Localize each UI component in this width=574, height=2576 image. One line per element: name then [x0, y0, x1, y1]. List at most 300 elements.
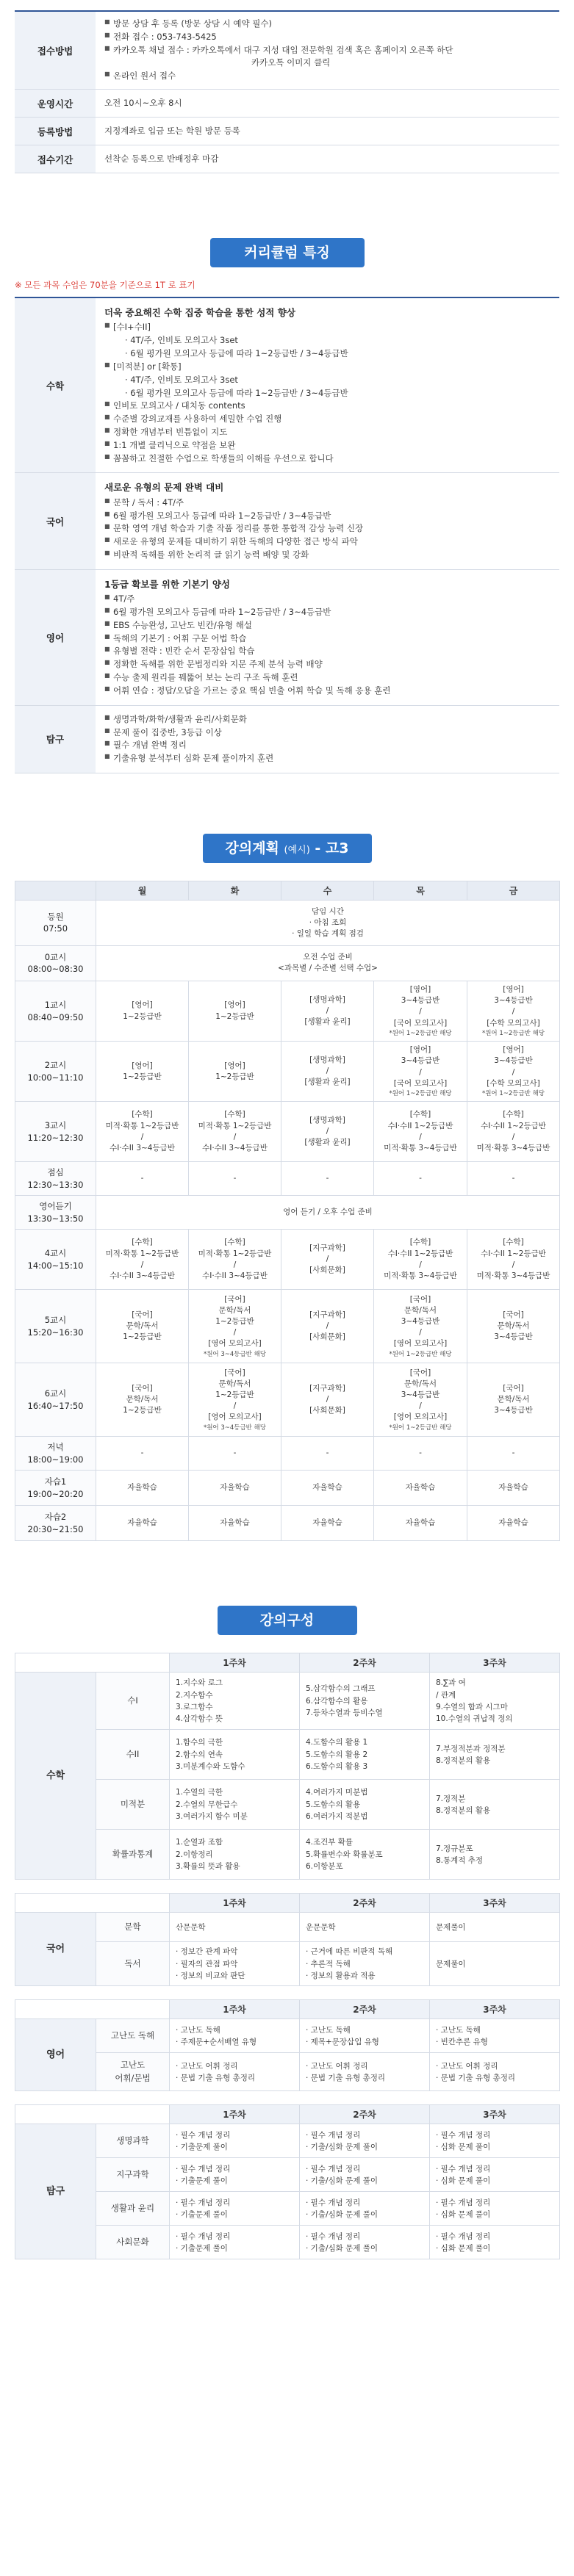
composition-cell — [170, 2019, 300, 2053]
period-cell-line: *원어 1~2등급반 해당 — [389, 1090, 452, 1097]
composition-cell — [430, 2158, 560, 2192]
composition-subject: 수학 — [15, 1673, 96, 1880]
feature-item: ■ 비판적 독해를 위한 논리적 글 읽기 능력 배양 및 강화 — [104, 549, 550, 562]
period-cell — [96, 1042, 189, 1102]
period-cell-line: [영어] — [132, 1000, 153, 1010]
composition-unit — [96, 2124, 170, 2158]
week-header: 3주차 — [430, 1653, 560, 1673]
period-cell-line: 3~4등급반 — [494, 1056, 533, 1066]
period-cell-line: [생활과 윤리] — [304, 1017, 351, 1027]
composition-cell-line: · 정보의 활용과 적용 — [306, 1971, 376, 1980]
composition-cell-line: 6.도함수의 활용 3 — [306, 1761, 368, 1771]
composition-table — [15, 1999, 560, 2091]
timetable-row — [15, 1506, 560, 1541]
period-cell-line: 자율학습 — [220, 1483, 250, 1493]
timetable-row — [15, 1471, 560, 1506]
period-time-line: 6교시 — [44, 1388, 67, 1399]
week-header: 3주차 — [430, 1894, 560, 1913]
feature-item: ■ 수준별 강의교재를 사용하여 세밀한 수업 진행 — [104, 413, 550, 426]
period-cell-line: / — [419, 1260, 422, 1269]
composition-subject: 영어 — [15, 2019, 96, 2091]
composition-unit-line: 지구과학 — [116, 2168, 149, 2179]
composition-cell — [170, 2226, 300, 2259]
composition-unit-line: 미적분 — [120, 1798, 146, 1809]
info-label: 운영시간 — [15, 90, 96, 118]
composition-cell-line: 8.∑과 여 — [436, 1678, 466, 1688]
period-cell-line: - — [326, 1448, 329, 1458]
period-cell — [467, 1102, 560, 1162]
composition-table — [15, 1653, 560, 1880]
composition-cell-line: / 관계 — [436, 1690, 456, 1700]
period-time-line: 08:00~08:30 — [27, 964, 84, 975]
period-cell — [96, 1363, 189, 1437]
period-cell — [281, 1506, 374, 1541]
feature-label: 수학 — [15, 297, 96, 473]
period-cell-line: 수I·수II 3~4등급반 — [202, 1271, 268, 1281]
composition-cell-line: · 기출문제 풀이 — [176, 2176, 228, 2185]
feature-heading: 1등급 확보를 위한 기본기 양성 — [104, 578, 231, 590]
period-cell — [467, 1042, 560, 1102]
period-time — [15, 1042, 96, 1102]
composition-cell — [430, 1913, 560, 1942]
period-cell-line: / — [512, 1260, 515, 1269]
period-time — [15, 1363, 96, 1437]
composition-cell-line: 8.정적분의 활용 — [436, 1805, 491, 1815]
composition-cell-line: · 필수 개념 정리 — [176, 2164, 231, 2173]
period-cell-line: / — [326, 1395, 329, 1404]
week-header: 2주차 — [300, 2000, 430, 2019]
period-cell — [189, 1102, 281, 1162]
week-header: 3주차 — [430, 2105, 560, 2124]
composition-cell — [300, 1730, 430, 1780]
info-line: 카카오톡 이미지 클릭 — [251, 57, 331, 68]
timetable-title-main: 강의계획 — [225, 840, 279, 856]
period-time-line: 자습2 — [44, 1512, 67, 1523]
composition-cell-line: 운문문학 — [306, 1922, 336, 1932]
timetable-title — [203, 834, 372, 863]
feature-item: · 4T/주, 인비토 모의고사 3set — [125, 335, 238, 346]
composition-cell-line: · 필수 개념 정리 — [176, 2130, 231, 2140]
period-cell-line: 1~2등급반 — [123, 1332, 162, 1342]
week-header: 1주차 — [170, 1894, 300, 1913]
composition-cell — [430, 2226, 560, 2259]
feature-content — [96, 569, 559, 705]
composition-row — [15, 1942, 560, 1986]
composition-cell — [430, 2019, 560, 2053]
period-cell-line: *원어 1~2등급반 해당 — [481, 1029, 545, 1037]
composition-cell-line: 5.도함수의 활용 2 — [306, 1750, 368, 1759]
period-cell-line: [사회문화] — [309, 1406, 345, 1415]
composition-cell-line: 2.지수함수 — [176, 1690, 213, 1700]
period-time — [15, 900, 96, 945]
info-line: ■ 전화 접수 : 053-743-5425 — [104, 31, 550, 44]
composition-cell — [300, 2124, 430, 2158]
info-line: ■ 온라인 원서 접수 — [104, 70, 550, 83]
composition-cell-line: 8.정적분의 활용 — [436, 1756, 491, 1765]
period-cell — [281, 1042, 374, 1102]
timetable-corner — [15, 881, 96, 900]
feature-item: ■ [수I+수II] — [104, 321, 550, 334]
period-time-line: 5교시 — [44, 1315, 67, 1326]
composition-cell — [300, 1942, 430, 1986]
week-header: 2주차 — [300, 1894, 430, 1913]
composition-unit-line: 어휘/문법 — [115, 2072, 151, 2083]
composition-cell-line: 산문문학 — [176, 1922, 206, 1932]
composition-cell — [170, 1913, 300, 1942]
period-cell — [467, 1437, 560, 1471]
period-cell — [374, 1102, 467, 1162]
feature-item: ■ 새로운 유형의 문제를 대비하기 위한 독해의 다양한 접근 방식 파악 — [104, 535, 550, 549]
period-cell-line: 문학/독서 — [126, 1395, 159, 1404]
period-cell-line: [생명과학] — [309, 995, 345, 1004]
period-cell — [467, 1290, 560, 1363]
composition-cell — [430, 2192, 560, 2226]
period-cell-line: / — [326, 1255, 329, 1264]
composition-table — [15, 1893, 560, 1986]
period-cell — [189, 1363, 281, 1437]
period-time-line: 저녁 — [47, 1442, 64, 1453]
period-cell-line: [영어] — [224, 1061, 245, 1070]
composition-cell — [300, 2053, 430, 2091]
period-cell-line: 1~2등급반 — [123, 1072, 162, 1081]
period-span-line: 담임 시간 — [312, 906, 344, 916]
composition-corner — [15, 1894, 170, 1913]
composition-cell-line: · 필수 개념 정리 — [176, 2232, 231, 2241]
composition-cell-line: 문제풀이 — [436, 1922, 466, 1932]
period-cell-line: [수학 모의고사] — [487, 1078, 540, 1088]
composition-cell-line: 6.삼각함수의 활용 — [306, 1696, 368, 1706]
period-cell — [96, 1162, 189, 1196]
period-cell-line: 자율학습 — [312, 1483, 342, 1493]
period-time — [15, 945, 96, 981]
composition-unit — [96, 1780, 170, 1830]
composition-corner — [15, 2105, 170, 2124]
period-cell-line: 문학/독서 — [403, 1305, 437, 1315]
period-cell-line: - — [512, 1448, 515, 1458]
period-time — [15, 1290, 96, 1363]
composition-cell — [300, 1673, 430, 1730]
period-cell-line: [수학] — [132, 1110, 153, 1119]
period-cell-line: [영어] — [503, 1045, 524, 1055]
period-cell — [189, 1162, 281, 1196]
info-label: 접수기간 — [15, 145, 96, 173]
period-cell-line: 3~4등급반 — [401, 1056, 440, 1066]
period-cell-line: - — [140, 1174, 144, 1183]
period-cell-line: 문학/독서 — [218, 1379, 251, 1388]
composition-cell-line: · 심화 문제 풀이 — [436, 2142, 491, 2151]
period-cell-line: 미적·확통 1~2등급반 — [105, 1249, 179, 1258]
period-cell — [467, 1162, 560, 1196]
period-cell-line: 수I·수II 1~2등급반 — [387, 1249, 453, 1258]
info-value: 지정계좌로 입금 또는 학원 방문 등록 — [96, 118, 559, 145]
period-time-line: 19:00~20:20 — [27, 1488, 84, 1499]
period-cell-line: 미적·확통 3~4등급반 — [476, 1271, 550, 1281]
features-table — [15, 297, 559, 773]
info-label: 접수방법 — [15, 11, 96, 90]
feature-item: ■ 1:1 개별 클리닉으로 약점을 보완 — [104, 439, 550, 452]
period-cell — [281, 1290, 374, 1363]
composition-cell-line: · 문법 기출 유형 총정리 — [306, 2073, 385, 2082]
feature-item: ■ EBS 수능완성, 고난도 빈칸/유형 해설 — [104, 619, 550, 632]
composition-row — [15, 1830, 560, 1880]
composition-unit — [96, 1913, 170, 1942]
composition-cell-line: 7.부정적분과 정적분 — [436, 1744, 506, 1753]
period-cell — [374, 1506, 467, 1541]
composition-cell — [300, 2192, 430, 2226]
period-cell — [467, 1363, 560, 1437]
composition-cell-line: · 기출문제 풀이 — [176, 2209, 228, 2219]
composition-cell-line: 10.수열의 귀납적 정의 — [436, 1714, 513, 1724]
feature-item: ■ 생명과학/화학/생활과 윤리/사회문화 — [104, 713, 550, 726]
composition-cell-line: 2.이항정리 — [176, 1850, 213, 1859]
composition-cell-line: 3.미분계수와 도함수 — [176, 1761, 245, 1771]
period-cell-line: [국어] — [224, 1368, 245, 1377]
composition-row — [15, 2226, 560, 2259]
period-cell-line: [생명과학] — [309, 1115, 345, 1125]
info-row — [15, 11, 559, 90]
period-cell-line: - — [233, 1174, 237, 1183]
composition-cell — [300, 2019, 430, 2053]
composition-cell-line: · 필수 개념 정리 — [306, 2232, 361, 2241]
composition-cell — [430, 1780, 560, 1830]
feature-content — [96, 297, 559, 473]
period-cell-line: [지구과학] — [309, 1243, 345, 1252]
week-header: 3주차 — [430, 2000, 560, 2019]
period-cell-line: 수I·수II 1~2등급반 — [481, 1249, 546, 1258]
period-cell — [374, 981, 467, 1041]
period-cell — [281, 981, 374, 1041]
period-cell-line: [수학] — [132, 1238, 153, 1247]
feature-item: · 4T/주, 인비토 모의고사 3set — [125, 374, 238, 385]
period-span — [96, 945, 560, 981]
period-cell-line: 미적·확통 1~2등급반 — [198, 1121, 272, 1130]
period-time-line: 등원 — [47, 911, 64, 922]
composition-row — [15, 1730, 560, 1780]
composition-cell — [170, 1830, 300, 1880]
period-cell — [467, 1506, 560, 1541]
composition-unit-line: 독서 — [124, 1958, 141, 1969]
period-cell-line: [지구과학] — [309, 1383, 345, 1393]
timetable-row — [15, 900, 560, 945]
period-cell-line: 자율학습 — [498, 1518, 528, 1528]
timetable-title-suffix: - 고3 — [315, 840, 349, 856]
feature-item: ■ 정확한 개념부터 빈틈없이 지도 — [104, 426, 550, 439]
feature-item: ■ 수능 출제 원리를 꿰뚫어 보는 논리 구조 독해 훈련 — [104, 671, 550, 685]
period-time-line: 1교시 — [44, 999, 67, 1010]
composition-cell-line: 5.도함수의 활용 — [306, 1800, 361, 1809]
composition-cell-line: 9.수열의 합과 시그마 — [436, 1702, 508, 1711]
feature-item: ■ 문제 풀이 집중반, 3등급 이상 — [104, 726, 550, 740]
composition-cell — [430, 1673, 560, 1730]
composition-unit — [96, 1673, 170, 1730]
period-cell-line: 자율학습 — [220, 1518, 250, 1528]
composition-cell — [170, 1942, 300, 1986]
composition-cell-line: · 문법 기출 유형 총정리 — [436, 2073, 515, 2082]
composition-cell-line: · 필수 개념 정리 — [436, 2232, 491, 2241]
composition-cell-line: · 문법 기출 유형 총정리 — [176, 2073, 255, 2082]
period-cell-line: / — [419, 1328, 422, 1338]
period-time-line: 16:40~17:50 — [27, 1400, 84, 1411]
timetable-row — [15, 1230, 560, 1290]
period-cell-line: 자율학습 — [127, 1518, 157, 1528]
composition-unit-line: 문학 — [124, 1921, 141, 1932]
period-cell-line: 3~4등급반 — [401, 996, 440, 1006]
period-cell-line: / — [140, 1260, 144, 1269]
period-cell-line: / — [512, 1132, 515, 1141]
info-line: ■ 방문 상담 후 등록 (방문 상담 시 예약 필수) — [104, 18, 550, 31]
feature-item: ■ 인비토 모의고사 / 대치동 contents — [104, 400, 550, 413]
period-cell-line: [사회문화] — [309, 1332, 345, 1342]
period-cell — [281, 1102, 374, 1162]
period-cell-line: - — [419, 1174, 422, 1183]
composition-cell — [430, 1830, 560, 1880]
period-cell-line: [영어 모의고사] — [393, 1413, 448, 1422]
timetable-title-small: (예시) — [284, 844, 310, 856]
period-time — [15, 981, 96, 1041]
feature-heading: 새로운 유형의 문제 완벽 대비 — [104, 482, 224, 494]
feature-item: · 6월 평가원 모의고사 등급에 따라 1~2등급반 / 3~4등급반 — [125, 387, 348, 398]
period-cell-line: [영어 모의고사] — [393, 1339, 448, 1349]
composition-cell-line: · 기출/심화 문제 풀이 — [306, 2209, 379, 2219]
feature-item: ■ 6월 평가원 모의고사 등급에 따라 1~2등급반 / 3~4등급반 — [104, 510, 550, 523]
composition-tables — [15, 1653, 559, 2259]
period-cell — [374, 1162, 467, 1196]
period-cell-line: [수학 모의고사] — [487, 1018, 540, 1028]
composition-cell-line: 5.확률변수와 확률분포 — [306, 1850, 383, 1859]
period-cell-line: [수학] — [224, 1110, 245, 1119]
period-cell-line: [수학] — [224, 1238, 245, 1247]
period-cell-line: / — [140, 1132, 144, 1141]
period-cell — [281, 1162, 374, 1196]
period-cell-line: [지구과학] — [309, 1310, 345, 1319]
composition-cell-line: 3.로그함수 — [176, 1702, 213, 1711]
period-cell-line: 문학/독서 — [497, 1395, 530, 1404]
composition-header — [15, 1653, 560, 1673]
feature-item: ■ 유형별 전략 : 빈칸 순서 문장삽입 학습 — [104, 645, 550, 658]
timetable-row — [15, 1363, 560, 1437]
period-time-line: 10:00~11:10 — [27, 1072, 84, 1083]
info-row — [15, 145, 559, 173]
period-cell-line: [국어] — [409, 1294, 431, 1304]
composition-cell-line: 1.함수의 극한 — [176, 1738, 223, 1747]
composition-row — [15, 1673, 560, 1730]
period-time — [15, 1471, 96, 1506]
composition-header — [15, 2000, 560, 2019]
composition-cell-line: · 필수 개념 정리 — [306, 2130, 361, 2140]
composition-cell-line: · 고난도 어휘 정리 — [176, 2061, 238, 2071]
period-cell-line: - — [512, 1174, 515, 1183]
period-cell-line: / — [326, 1321, 329, 1331]
period-cell-line: 수I·수II 3~4등급반 — [110, 1271, 175, 1281]
composition-subject: 국어 — [15, 1913, 96, 1986]
period-span-line: · 아침 조회 — [309, 917, 347, 927]
period-cell-line: - — [419, 1448, 422, 1458]
composition-corner — [15, 2000, 170, 2019]
composition-cell-line: 7.정규분포 — [436, 1844, 473, 1853]
period-cell — [189, 1471, 281, 1506]
composition-cell-line: · 주제문+순서배열 유형 — [176, 2037, 257, 2046]
composition-cell-line: · 심화 문제 풀이 — [436, 2176, 491, 2185]
period-cell — [96, 1506, 189, 1541]
period-time-line: 영어듣기 — [39, 1201, 72, 1212]
period-cell — [281, 1471, 374, 1506]
week-header: 1주차 — [170, 1653, 300, 1673]
period-cell-line: 자율학습 — [127, 1483, 157, 1493]
composition-cell-line: 7.정적분 — [436, 1794, 466, 1803]
composition-row — [15, 2124, 560, 2158]
composition-cell-line: · 필수 개념 정리 — [306, 2164, 361, 2173]
period-cell-line: 수I·수II 1~2등급반 — [481, 1121, 546, 1130]
composition-cell-line: · 필수 개념 정리 — [306, 2198, 361, 2207]
period-cell-line: - — [326, 1174, 329, 1183]
period-cell-line: *원어 1~2등급반 해당 — [389, 1350, 452, 1358]
period-time-line: 2교시 — [44, 1060, 67, 1071]
period-cell-line: *원어 3~4등급반 해당 — [203, 1350, 267, 1358]
feature-item: ■ 필수 개념 완벽 정리 — [104, 739, 550, 752]
info-line: ■ 카카오톡 채널 접수 : 카카오톡에서 대구 지성 대입 전문학원 검색 혹은 홈페이지 오른쪽 하단 — [104, 44, 550, 57]
composition-header — [15, 1894, 560, 1913]
composition-cell-line: · 필자의 관점 파악 — [176, 1959, 238, 1969]
day-header: 목 — [374, 881, 467, 900]
period-cell-line: [국어] — [503, 1310, 524, 1319]
timetable — [15, 881, 560, 1541]
period-cell-line: [생활과 윤리] — [304, 1078, 351, 1087]
period-cell-line: 자율학습 — [498, 1483, 528, 1493]
feature-item: · 6월 평가원 모의고사 등급에 따라 1~2등급반 / 3~4등급반 — [125, 348, 348, 359]
timetable-row — [15, 1162, 560, 1196]
period-cell — [96, 981, 189, 1041]
period-cell-line: 문학/독서 — [218, 1305, 251, 1315]
period-cell-line: [국어] — [409, 1368, 431, 1377]
week-header: 2주차 — [300, 1653, 430, 1673]
composition-unit-line: 고난도 — [120, 2060, 146, 2070]
composition-cell-line: · 필수 개념 정리 — [436, 2198, 491, 2207]
composition-cell-line: · 기출/심화 문제 풀이 — [306, 2176, 379, 2185]
feature-heading: 더욱 중요해진 수학 집중 학습을 통한 성적 향상 — [104, 307, 295, 319]
period-cell — [374, 1471, 467, 1506]
day-header: 수 — [281, 881, 374, 900]
composition-cell-line: · 정보간 관계 파악 — [176, 1947, 238, 1957]
features-title: 커리큘럼 특징 — [210, 238, 365, 267]
composition-cell-line: · 고난도 독해 — [436, 2025, 481, 2035]
period-cell-line: [생활과 윤리] — [304, 1138, 351, 1147]
period-cell — [96, 1102, 189, 1162]
composition-title: 강의구성 — [218, 1606, 357, 1635]
composition-cell-line: · 필수 개념 정리 — [436, 2130, 491, 2140]
period-span — [96, 900, 560, 945]
period-cell-line: / — [233, 1132, 237, 1141]
period-cell-line: 자율학습 — [405, 1518, 436, 1528]
period-cell-line: / — [512, 1007, 515, 1017]
feature-item: ■ 독해의 기본기 : 어휘 구문 어법 학습 — [104, 632, 550, 646]
composition-unit-line: 고난도 독해 — [110, 2030, 155, 2041]
composition-cell — [300, 1913, 430, 1942]
composition-cell-line: · 심화 문제 풀이 — [436, 2209, 491, 2219]
period-cell-line: 문학/독서 — [126, 1321, 159, 1331]
composition-unit — [96, 2158, 170, 2192]
composition-row — [15, 2158, 560, 2192]
composition-unit — [96, 1830, 170, 1880]
feature-content — [96, 705, 559, 773]
features-note: ※ 모든 과목 수업은 70분을 기준으로 1T 로 표기 — [15, 280, 195, 291]
period-cell-line: [영어] — [132, 1061, 153, 1070]
feature-row — [15, 569, 559, 705]
feature-row — [15, 705, 559, 773]
composition-cell-line: 1.수열의 극한 — [176, 1788, 223, 1797]
period-cell-line: / — [233, 1401, 237, 1411]
composition-cell — [300, 1830, 430, 1880]
timetable-row — [15, 945, 560, 981]
